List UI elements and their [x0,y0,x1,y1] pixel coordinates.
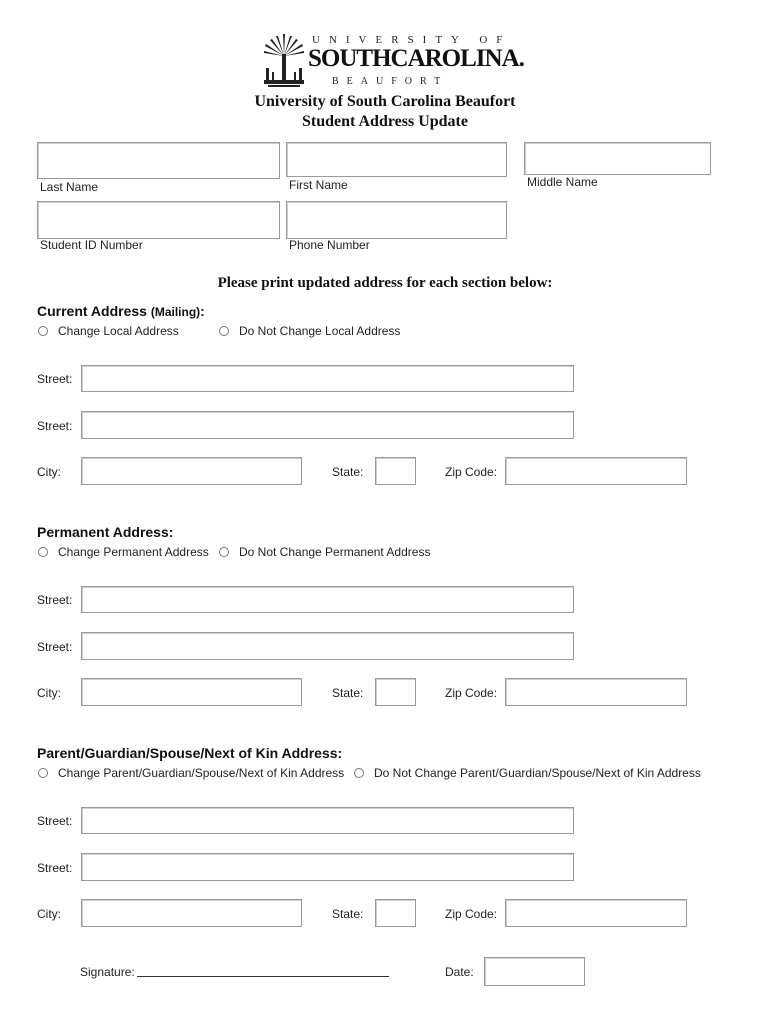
do-not-change-parent-address-option[interactable] [354,766,701,780]
change-local-address-radio[interactable] [38,326,48,336]
middle-name-field[interactable] [524,142,711,175]
do-not-change-permanent-address-option[interactable] [219,545,430,559]
change-parent-address-label: Change Parent/Guardian/Spouse/Next of Kin Address [58,766,345,780]
phone-number-field[interactable] [286,201,507,239]
permanent-street2-field[interactable] [81,632,574,660]
parent-state-label: State: [332,907,364,921]
last-name-label: Last Name [40,180,99,194]
current-address-heading-colon: : [200,303,205,319]
first-name-field[interactable] [286,142,507,177]
do-not-change-local-address-option[interactable] [219,324,400,338]
permanent-street1-field[interactable] [81,586,574,613]
parent-city-field[interactable] [81,899,302,927]
usc-beaufort-logo [262,34,524,90]
current-street2-label: Street: [37,419,73,433]
permanent-address-heading: Permanent Address: [37,524,174,540]
current-street1-label: Street: [37,372,73,386]
last-name-field[interactable] [37,142,280,179]
current-zip-label: Zip Code: [445,465,498,479]
permanent-street1-label: Street: [37,593,73,607]
change-permanent-address-radio[interactable] [38,547,48,557]
permanent-state-field[interactable] [375,678,416,706]
current-address-heading [37,303,205,319]
instructions-text: Please print updated address for each section below: [217,275,553,291]
signature-label: Signature: [80,965,135,979]
phone-number-label: Phone Number [289,238,370,252]
change-parent-address-radio[interactable] [38,768,48,778]
do-not-change-permanent-address-label: Do Not Change Permanent Address [239,545,431,559]
parent-street2-label: Street: [37,861,73,875]
do-not-change-local-address-radio[interactable] [219,326,229,336]
current-city-label: City: [37,465,61,479]
change-parent-address-option[interactable] [38,766,344,780]
change-local-address-label: Change Local Address [58,324,179,338]
do-not-change-parent-address-label: Do Not Change Parent/Guardian/Spouse/Next of Kin Address [374,766,701,780]
form-title-institution: University of South Carolina Beaufort [254,93,516,110]
permanent-street2-label: Street: [37,640,73,654]
permanent-state-label: State: [332,686,364,700]
middle-name-label: Middle Name [527,175,598,189]
form-title: Student Address Update [302,113,468,130]
parent-zip-field[interactable] [505,899,687,927]
current-street1-field[interactable] [81,365,574,392]
palmetto-tree-icon [262,34,306,90]
logo-university-of: UNIVERSITY OF [312,34,512,46]
current-city-field[interactable] [81,457,302,485]
change-permanent-address-option[interactable] [38,545,209,559]
logo-south-carolina: SOUTHCAROLINA. [308,45,524,72]
change-permanent-address-label: Change Permanent Address [58,545,209,559]
permanent-city-label: City: [37,686,61,700]
permanent-zip-label: Zip Code: [445,686,498,700]
parent-street1-label: Street: [37,814,73,828]
date-field[interactable] [484,957,585,986]
do-not-change-parent-address-radio[interactable] [354,768,364,778]
parent-zip-label: Zip Code: [445,907,498,921]
current-street2-field[interactable] [81,411,574,439]
current-address-heading-note: (Mailing) [150,305,201,319]
parent-state-field[interactable] [375,899,416,927]
parent-address-heading: Parent/Guardian/Spouse/Next of Kin Address: [37,745,343,761]
parent-city-label: City: [37,907,61,921]
permanent-city-field[interactable] [81,678,302,706]
current-state-field[interactable] [375,457,416,485]
date-label: Date: [445,965,474,979]
signature-line[interactable] [137,976,389,977]
permanent-zip-field[interactable] [505,678,687,706]
current-address-heading-text: Current Address [37,303,147,319]
student-id-label: Student ID Number [40,238,143,252]
first-name-label: First Name [289,178,348,192]
do-not-change-permanent-address-radio[interactable] [219,547,229,557]
current-state-label: State: [332,465,364,479]
parent-street2-field[interactable] [81,853,574,881]
do-not-change-local-address-label: Do Not Change Local Address [239,324,401,338]
change-local-address-option[interactable] [38,324,179,338]
student-id-field[interactable] [37,201,280,239]
current-zip-field[interactable] [505,457,687,485]
parent-street1-field[interactable] [81,807,574,834]
logo-beaufort: BEAUFORT [332,76,449,87]
